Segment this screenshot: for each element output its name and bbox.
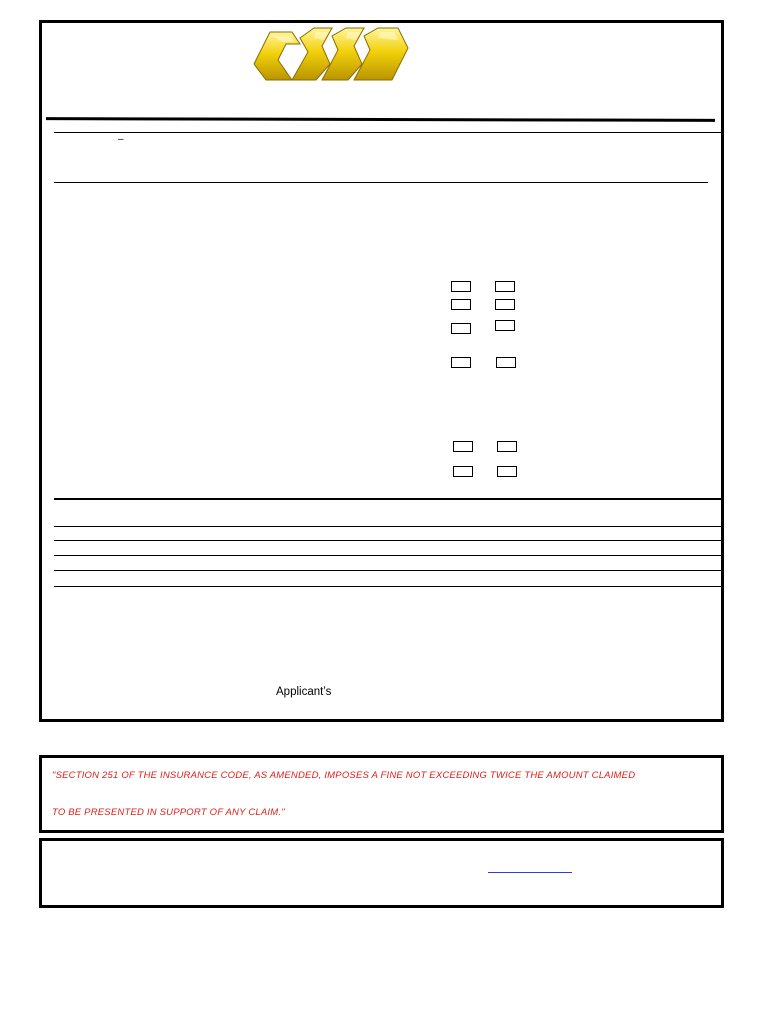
application-form-panel: [39, 20, 724, 722]
row-rule-3: [54, 555, 724, 556]
footer-link[interactable]: [488, 872, 572, 873]
notice-line-1: "SECTION 251 OF THE INSURANCE CODE, AS AMENDED, IMPOSES A FINE NOT EXCEEDING TWICE THE AMOUNT CLAIMED: [52, 770, 636, 781]
row-rule-2: [54, 540, 724, 541]
company-logo: [252, 24, 410, 84]
checkbox-yes-1[interactable]: [451, 281, 471, 292]
applicant-signature-label: Applicant’s: [276, 686, 332, 698]
footer-panel: [39, 838, 724, 908]
checkbox-yes-4[interactable]: [451, 357, 471, 368]
row-rule-4: [54, 570, 724, 571]
checkbox-no-1[interactable]: [495, 281, 515, 292]
checkbox-no-2[interactable]: [495, 299, 515, 310]
checkbox-no-3[interactable]: [495, 320, 515, 331]
dash-mark: –: [118, 134, 124, 145]
checkbox-yes-2[interactable]: [451, 299, 471, 310]
notice-line-2: TO BE PRESENTED IN SUPPORT OF ANY CLAIM.": [52, 807, 285, 818]
row-rule-5: [54, 586, 724, 587]
checkbox-no-5[interactable]: [497, 441, 517, 452]
checkbox-yes-3[interactable]: [451, 323, 471, 334]
notice-panel: [39, 755, 724, 833]
section-rule: [54, 182, 708, 183]
checkbox-no-4[interactable]: [496, 357, 516, 368]
checkbox-yes-6[interactable]: [453, 466, 473, 477]
checkbox-yes-5[interactable]: [453, 441, 473, 452]
header-rule: [54, 132, 724, 133]
checkbox-no-6[interactable]: [497, 466, 517, 477]
row-rule-1: [54, 526, 724, 527]
section-rule-2: [54, 498, 724, 500]
